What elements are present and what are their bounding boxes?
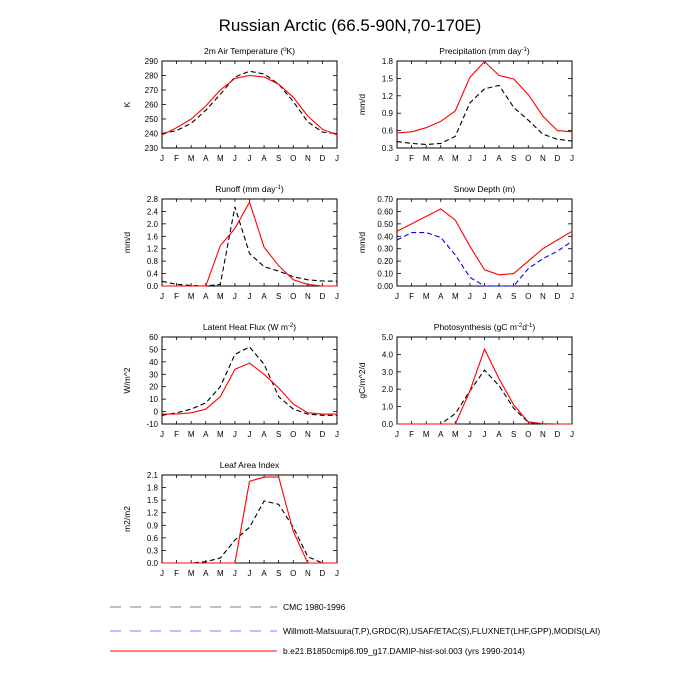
x-tick-label: A xyxy=(203,430,209,439)
y-tick-label: 0.9 xyxy=(146,521,158,531)
y-tick-label: 280 xyxy=(144,71,158,81)
x-tick-label: J xyxy=(467,154,472,163)
x-tick-label: J xyxy=(335,154,339,163)
y-tick-label: 2.4 xyxy=(146,207,158,217)
figure-title: Russian Arctic (66.5-90N,70-170E) xyxy=(218,16,482,35)
x-tick-label: D xyxy=(319,154,326,163)
x-tick-label: S xyxy=(275,154,282,163)
y-tick-label: 60 xyxy=(149,333,158,342)
x-tick-label: M xyxy=(451,292,459,301)
chart-title-text: ) xyxy=(293,322,297,332)
plot-frame xyxy=(162,199,337,286)
y-tick-label: 1.8 xyxy=(146,483,158,493)
y-tick-label: 1.2 xyxy=(381,91,393,101)
y-axis-label: W/m^2 xyxy=(122,367,132,394)
chart-title-text: Precipitation (mm day xyxy=(439,46,522,56)
x-tick-label: M xyxy=(216,569,224,578)
x-tick-label: J xyxy=(247,154,252,163)
chart-title-text: ) xyxy=(526,46,530,56)
x-tick-label: M xyxy=(216,154,224,163)
x-tick-label: M xyxy=(422,292,430,301)
y-axis-label: mm/d xyxy=(357,93,367,116)
y-tick-label: 240 xyxy=(144,129,158,139)
x-tick-label: N xyxy=(304,569,311,578)
x-tick-label: N xyxy=(539,292,546,301)
x-tick-label: A xyxy=(203,154,209,163)
x-tick-label: A xyxy=(203,569,209,578)
series-line-model xyxy=(397,209,572,275)
x-tick-label: M xyxy=(216,430,224,439)
x-tick-label: A xyxy=(261,569,267,578)
x-tick-label: S xyxy=(510,430,517,439)
y-tick-label: 2.0 xyxy=(381,385,393,395)
chart-title-superscript: -1 xyxy=(527,323,533,329)
y-tick-label: 0.3 xyxy=(146,546,158,556)
y-tick-label: 50 xyxy=(149,345,158,355)
y-tick-label: 2.1 xyxy=(146,471,158,480)
y-tick-label: 3.0 xyxy=(381,367,393,377)
x-tick-label: A xyxy=(438,292,444,301)
y-tick-label: 260 xyxy=(144,100,158,110)
series-line-model xyxy=(397,349,572,424)
y-tick-label: 20 xyxy=(149,382,158,392)
x-tick-label: F xyxy=(174,154,180,163)
y-axis-label: gC/m^2/d xyxy=(357,362,367,399)
y-tick-label: 1.5 xyxy=(146,496,158,506)
y-tick-label: -10 xyxy=(146,420,158,429)
x-tick-label: M xyxy=(451,430,459,439)
chart-title-text: Latent Heat Flux (W m xyxy=(202,322,288,332)
series-line-obs xyxy=(162,71,337,133)
legend-item-1 xyxy=(110,602,346,612)
x-tick-label: O xyxy=(525,430,532,439)
chart-panel-4 xyxy=(357,184,574,301)
chart-title xyxy=(204,46,295,56)
x-tick-label: J xyxy=(232,154,237,163)
x-tick-label: F xyxy=(409,430,415,439)
x-tick-label: J xyxy=(467,292,472,301)
x-tick-label: J xyxy=(482,430,487,439)
x-tick-label: A xyxy=(438,430,444,439)
x-tick-label: A xyxy=(261,292,267,301)
y-tick-label: 0.4 xyxy=(146,269,158,279)
x-tick-label: S xyxy=(510,154,517,163)
chart-panel-2 xyxy=(357,46,574,163)
chart-title-text: Snow Depth (m) xyxy=(453,184,516,194)
y-tick-label: 0.20 xyxy=(377,257,393,267)
x-tick-label: N xyxy=(304,292,311,301)
y-tick-label: 0.60 xyxy=(377,207,393,217)
chart-title-text: Runoff (mm day xyxy=(215,184,276,194)
x-tick-label: F xyxy=(409,154,415,163)
plot-frame xyxy=(162,475,337,563)
x-tick-label: J xyxy=(160,292,164,301)
x-tick-label: A xyxy=(496,154,502,163)
x-tick-label: J xyxy=(335,292,339,301)
chart-title xyxy=(203,322,296,332)
x-tick-label: N xyxy=(304,154,311,163)
y-tick-label: 0.30 xyxy=(377,244,393,254)
y-axis-label: K xyxy=(122,101,132,108)
series-line-model xyxy=(162,477,337,563)
x-tick-label: O xyxy=(290,154,297,163)
series-line-model xyxy=(162,76,337,135)
x-tick-label: J xyxy=(160,430,164,439)
x-tick-label: J xyxy=(247,430,252,439)
y-tick-label: 40 xyxy=(149,357,158,367)
x-tick-label: F xyxy=(409,292,415,301)
chart-title-text: ) xyxy=(280,184,284,194)
y-tick-label: 0.10 xyxy=(377,269,393,279)
chart-panel-1 xyxy=(122,46,339,163)
chart-title-superscript: o xyxy=(283,47,287,53)
y-axis-label: m2/m2 xyxy=(122,506,132,532)
x-tick-label: M xyxy=(187,569,195,578)
x-tick-label: M xyxy=(187,154,195,163)
x-tick-label: M xyxy=(216,292,224,301)
y-tick-label: 30 xyxy=(149,370,158,380)
legend-label: b.e21.B1850cmip6.f09_g17.DAMIP-hist-sol.003 (yrs 1990-2014) xyxy=(283,646,525,656)
chart-title-text: Photosynthesis (gC m xyxy=(433,322,517,332)
x-tick-label: J xyxy=(395,430,399,439)
y-tick-label: 1.0 xyxy=(381,402,393,412)
x-tick-label: J xyxy=(160,569,164,578)
y-tick-label: 1.5 xyxy=(381,74,393,84)
y-axis-label: mm/d xyxy=(122,231,132,254)
x-tick-label: N xyxy=(304,430,311,439)
chart-title-text: d xyxy=(522,322,528,332)
x-tick-label: M xyxy=(451,154,459,163)
chart-title-text: K) xyxy=(286,46,296,56)
chart-title-text: Leaf Area Index xyxy=(219,460,280,470)
legend-label: CMC 1980-1996 xyxy=(283,602,346,612)
chart-panel-3 xyxy=(122,184,339,301)
plot-frame xyxy=(397,199,572,286)
chart-title-superscript: -2 xyxy=(287,323,294,329)
y-tick-label: 0 xyxy=(153,407,158,417)
x-tick-label: F xyxy=(174,430,180,439)
x-tick-label: M xyxy=(187,430,195,439)
x-tick-label: A xyxy=(496,292,502,301)
y-tick-label: 2.0 xyxy=(146,219,158,229)
series-line-obs xyxy=(162,207,337,286)
x-tick-label: J xyxy=(482,154,487,163)
x-tick-label: N xyxy=(539,154,546,163)
y-tick-label: 0.8 xyxy=(146,257,158,267)
legend-item-2 xyxy=(110,626,600,636)
x-tick-label: O xyxy=(290,292,297,301)
series-line-model xyxy=(397,62,572,133)
y-axis-label: mm/d xyxy=(357,231,367,254)
x-tick-label: J xyxy=(570,292,574,301)
y-tick-label: 0.0 xyxy=(146,282,158,291)
x-tick-label: J xyxy=(570,430,574,439)
x-tick-label: F xyxy=(174,292,180,301)
x-tick-label: D xyxy=(319,292,326,301)
series-line-obs xyxy=(397,233,572,286)
x-tick-label: O xyxy=(525,154,532,163)
chart-title-superscript: -1 xyxy=(521,47,527,53)
chart-title-superscript: -1 xyxy=(275,185,281,191)
chart-panel-5 xyxy=(122,322,339,439)
y-tick-label: 5.0 xyxy=(381,333,393,342)
legend xyxy=(110,602,600,656)
x-tick-label: M xyxy=(422,430,430,439)
chart-panel-7 xyxy=(122,460,339,578)
x-tick-label: M xyxy=(187,292,195,301)
x-tick-label: J xyxy=(395,292,399,301)
x-tick-label: F xyxy=(174,569,180,578)
chart-title xyxy=(215,184,284,194)
y-tick-label: 0.50 xyxy=(377,219,393,229)
y-tick-label: 0.0 xyxy=(146,559,158,568)
x-tick-label: J xyxy=(570,154,574,163)
x-tick-label: S xyxy=(275,292,282,301)
x-tick-label: A xyxy=(496,430,502,439)
chart-title xyxy=(439,46,530,56)
x-tick-label: J xyxy=(335,569,339,578)
y-tick-label: 1.2 xyxy=(146,508,158,518)
y-tick-label: 1.6 xyxy=(146,232,158,242)
y-tick-label: 2.8 xyxy=(146,195,158,204)
y-tick-label: 0.6 xyxy=(381,126,393,136)
y-tick-label: 0.9 xyxy=(381,109,393,119)
y-tick-label: 250 xyxy=(144,115,158,124)
series-line-model xyxy=(162,363,337,414)
x-tick-label: M xyxy=(422,154,430,163)
series-line-obs xyxy=(397,85,572,144)
x-tick-label: A xyxy=(203,292,209,301)
x-tick-label: J xyxy=(247,292,252,301)
x-tick-label: N xyxy=(539,430,546,439)
x-tick-label: S xyxy=(275,569,282,578)
series-line-obs xyxy=(162,501,337,563)
x-tick-label: O xyxy=(525,292,532,301)
x-tick-label: D xyxy=(554,430,561,439)
chart-title xyxy=(220,460,280,470)
y-tick-label: 230 xyxy=(144,144,158,153)
x-tick-label: D xyxy=(554,154,561,163)
x-tick-label: A xyxy=(261,154,267,163)
x-tick-label: D xyxy=(319,569,326,578)
x-tick-label: J xyxy=(335,430,339,439)
plot-frame xyxy=(162,337,337,424)
x-tick-label: J xyxy=(232,430,237,439)
x-tick-label: A xyxy=(438,154,444,163)
chart-title-superscript: -2 xyxy=(516,323,523,329)
x-tick-label: J xyxy=(482,292,487,301)
x-tick-label: S xyxy=(510,292,517,301)
y-tick-label: 0.0 xyxy=(381,420,393,429)
chart-title xyxy=(454,184,516,194)
x-tick-label: J xyxy=(232,569,237,578)
x-tick-label: O xyxy=(290,430,297,439)
x-tick-label: J xyxy=(247,569,252,578)
y-tick-label: 10 xyxy=(149,395,158,405)
y-tick-label: 1.2 xyxy=(146,244,158,254)
series-line-model xyxy=(162,202,337,286)
x-tick-label: D xyxy=(554,292,561,301)
x-tick-label: S xyxy=(275,430,282,439)
series-line-obs xyxy=(397,370,572,424)
x-tick-label: A xyxy=(261,430,267,439)
x-tick-label: J xyxy=(467,430,472,439)
series-line-obs xyxy=(162,347,337,415)
x-tick-label: D xyxy=(319,430,326,439)
chart-title xyxy=(434,322,536,332)
x-tick-label: O xyxy=(290,569,297,578)
panels xyxy=(122,46,574,578)
chart-title-text: 2m Air Temperature ( xyxy=(203,46,284,56)
x-tick-label: J xyxy=(160,154,164,163)
x-tick-label: J xyxy=(395,154,399,163)
y-tick-label: 270 xyxy=(144,86,158,95)
y-tick-label: 1.8 xyxy=(381,57,393,66)
y-tick-label: 290 xyxy=(144,57,158,66)
y-tick-label: 0.00 xyxy=(377,282,393,291)
y-tick-label: 0.70 xyxy=(377,195,393,204)
chart-title-text: ) xyxy=(532,322,536,332)
x-tick-label: J xyxy=(232,292,237,301)
legend-item-3 xyxy=(110,646,525,656)
y-tick-label: 0.6 xyxy=(146,533,158,543)
y-tick-label: 4.0 xyxy=(381,350,393,360)
plot-frame xyxy=(162,61,337,148)
y-tick-label: 0.3 xyxy=(381,144,393,153)
legend-label: Willmott-Matsuura(T,P),GRDC(R),USAF/ETAC(S),FLUXNET(LHF,GPP),MODIS(LAI) xyxy=(283,626,601,636)
y-tick-label: 0.40 xyxy=(377,232,393,242)
chart-panel-6 xyxy=(357,322,574,439)
